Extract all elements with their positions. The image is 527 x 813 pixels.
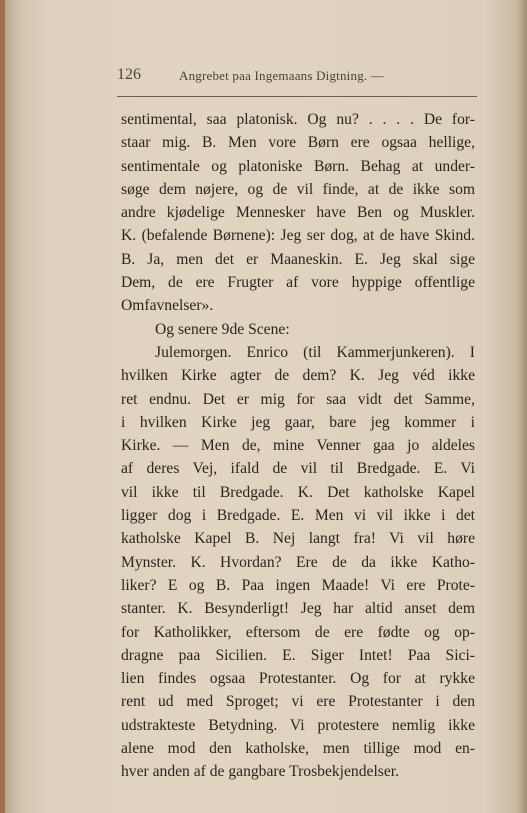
text-line: stanter. K. Besynderligt! Jeg har altid anset dem xyxy=(121,600,475,618)
text-line: udstrakteste Betydning. Vi protestere nemlig ikke xyxy=(121,716,475,734)
text-line: Kirke. — Men de, mine Venner gaa jo aldeles xyxy=(121,437,475,455)
text-line: alene mod den katholske, men tillige mod en- xyxy=(121,740,475,758)
text-line: Omfavnelser». xyxy=(121,297,214,315)
text-line: sentimentale og platoniske Børn. Behag at under- xyxy=(121,157,475,175)
text-line: hvilken Kirke agter de dem? K. Jeg véd ikke xyxy=(121,367,475,385)
text-line: Dem, de ere Frugter af vore hyppige offentlige xyxy=(121,274,475,292)
text-line: for Katholikker, eftersom de ere fødte og op- xyxy=(121,623,475,641)
text-line: dragne paa Sicilien. E. Siger Intet! Paa Sici- xyxy=(121,646,475,664)
text-line: vil ikke til Bredgade. K. Det katholske Kapel xyxy=(121,483,475,501)
text-line: Og senere 9de Scene: xyxy=(155,320,290,338)
text-line: sentimental, saa platonisk. Og nu? . . . . De for- xyxy=(121,111,475,128)
text-line: rent ud med Sproget; vi ere Protestanter i den xyxy=(121,693,475,711)
text-line: katholske Kapel B. Nej langt fra! Vi vil høre xyxy=(121,530,475,548)
page-header xyxy=(117,66,487,86)
text-line: andre kjødelige Mennesker have Ben og Muskler. xyxy=(121,204,475,222)
text-line: i hvilken Kirke jeg gaar, bare jeg kommer i xyxy=(121,413,475,431)
text-line: lien findes ogsaa Protestanter. Og for at rykke xyxy=(121,670,475,688)
running-head: Angrebet paa Ingemaans Digtning. — xyxy=(179,68,384,83)
text-line: ret endnu. Det er mig for saa vidt det Samme, xyxy=(121,390,475,408)
text-line: ligger dog i Bredgade. E. Men vi vil ikke i det xyxy=(121,507,475,525)
text-line: staar mig. B. Men vore Børn ere ogsaa hellige, xyxy=(121,134,475,152)
text-line: B. Ja, men det er Maaneskin. E. Jeg skal sige xyxy=(121,250,475,268)
body-text xyxy=(121,108,475,784)
text-line: hver anden af de gangbare Trosbekjendelser. xyxy=(121,763,399,781)
text-line: Mynster. K. Hvordan? Ere de da ikke Katho- xyxy=(121,553,475,571)
header-rule xyxy=(117,96,477,97)
text-line: liker? E og B. Paa ingen Maade! Vi ere Prote- xyxy=(121,576,475,594)
page-number: 126 xyxy=(117,66,141,83)
text-line: af deres Vej, ifald de vil til Bredgade. E. Vi xyxy=(121,460,475,478)
text-line: søge dem nøjere, og de vil finde, at de ikke som xyxy=(121,180,475,198)
text-line: K. (befalende Børnene): Jeg ser dog, at de have Skind. xyxy=(121,227,475,245)
text-line: Julemorgen. Enrico (til Kammerjunkeren). I xyxy=(155,343,475,361)
